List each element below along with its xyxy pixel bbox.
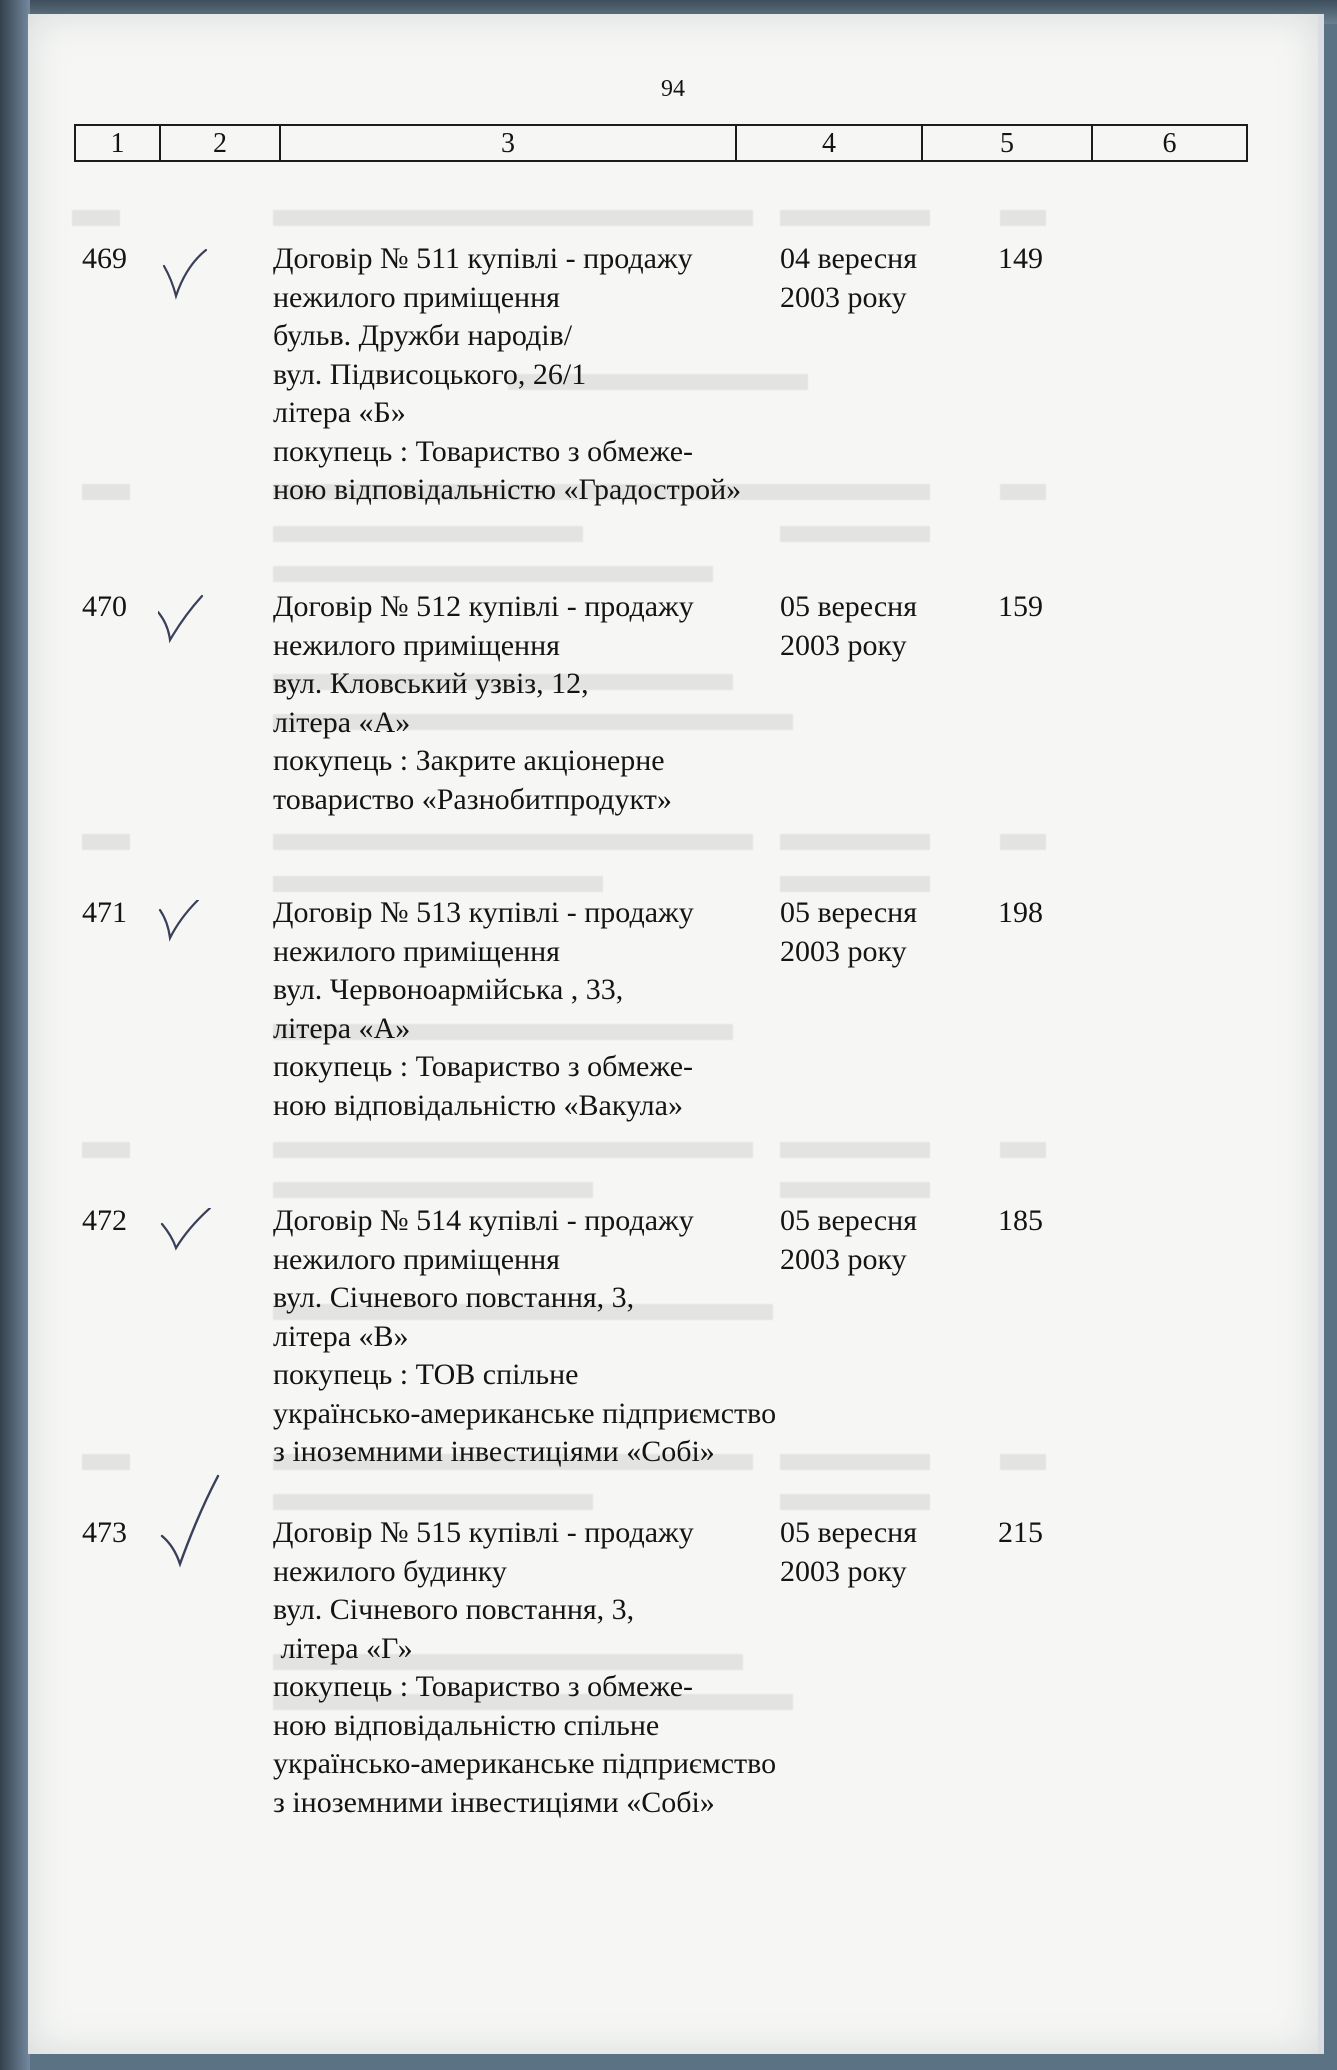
entry-number: 470: [82, 590, 127, 623]
description-line: з іноземними інвестиціями «Собі»: [273, 1785, 715, 1819]
entry-pages: 149: [998, 242, 1043, 275]
page-number: 94: [661, 76, 685, 102]
date-line: 05 вересня: [780, 590, 918, 623]
checkmark-icon: [158, 594, 228, 654]
column-header-3: 3: [281, 126, 737, 160]
entry-number: 471: [82, 896, 127, 929]
description-line: Договір № 512 купівлі - продажу: [273, 590, 694, 623]
date-line: 2003 року: [780, 1554, 907, 1588]
column-header-5: 5: [923, 126, 1093, 160]
column-header-2: 2: [161, 126, 281, 160]
entry-pages: 185: [998, 1204, 1043, 1237]
entry-pages: 215: [998, 1516, 1043, 1549]
description-line: ною відповідальністю спільне: [273, 1708, 660, 1742]
description-line: покупець : ТОВ спільне: [273, 1358, 579, 1391]
description-line: нежилого приміщення: [273, 628, 560, 662]
date-line: 04 вересня: [780, 242, 918, 275]
description-line: вул. Січневого повстання, 3,: [273, 1281, 635, 1314]
entry-date: [780, 894, 917, 971]
entry-description: [273, 1514, 776, 1822]
checkmark-icon: [158, 246, 228, 306]
description-line: вул. Січневого повстання, 3,: [273, 1593, 635, 1626]
date-line: 2003 року: [780, 934, 907, 968]
date-line: 05 вересня: [780, 896, 918, 929]
description-line: Договір № 514 купівлі - продажу: [273, 1204, 694, 1237]
description-line: ною відповідальністю «Вакула»: [273, 1088, 683, 1122]
date-line: 2003 року: [780, 628, 907, 662]
description-line: літера «В»: [273, 1319, 409, 1353]
description-line: літера «А»: [273, 705, 411, 739]
entry-pages: 159: [998, 590, 1043, 623]
description-line: нежилого приміщення: [273, 280, 560, 314]
entry-number: 473: [82, 1516, 127, 1549]
entry-description: [273, 894, 694, 1125]
entry-description: [273, 1202, 776, 1472]
description-line: Договір № 515 купівлі - продажу: [273, 1516, 694, 1549]
description-line: вул. Підвисоцького, 26/1: [273, 357, 587, 391]
description-line: українсько-американське підприємство: [273, 1747, 777, 1780]
description-line: бульв. Дружби народів/: [273, 319, 573, 352]
date-line: 2003 року: [780, 280, 907, 314]
checkmark-icon: [158, 1208, 228, 1268]
description-line: Договір № 513 купівлі - продажу: [273, 896, 694, 929]
column-header-6: 6: [1162, 128, 1177, 159]
description-line: українсько-американське підприємство: [273, 1396, 777, 1430]
entry-date: [780, 1514, 917, 1591]
entry-date: [780, 240, 917, 317]
description-line: літера «А»: [273, 1011, 411, 1045]
checkmark-icon: [158, 1474, 248, 1574]
description-line: покупець : Товариство з обмеже-: [273, 1050, 693, 1083]
entry-number: 472: [82, 1204, 127, 1237]
description-line: вул. Кловський узвіз, 12,: [273, 667, 589, 700]
column-header-1: 1: [76, 126, 161, 160]
document-page: [28, 14, 1324, 2054]
description-line: літера «Б»: [273, 396, 406, 429]
description-line: нежилого будинку: [273, 1554, 507, 1588]
description-line: товариство «Разнобитпродукт»: [273, 782, 672, 816]
date-line: 2003 року: [780, 1242, 907, 1276]
entry-date: [780, 1202, 917, 1279]
description-line: Договір № 511 купівлі - продажу: [273, 242, 693, 275]
description-line: покупець : Закрите акціонерне: [273, 744, 665, 777]
entry-description: [273, 588, 694, 819]
entry-description: [273, 240, 741, 510]
description-line: покупець : Товариство з обмеже-: [273, 1670, 693, 1703]
entry-number: 469: [82, 242, 127, 275]
description-line: ною відповідальністю «Градострой»: [273, 473, 742, 506]
entry-pages: 198: [998, 896, 1043, 929]
description-line: покупець : Товариство з обмеже-: [273, 434, 693, 468]
description-line: з іноземними інвестиціями «Собі»: [273, 1435, 715, 1468]
description-line: нежилого приміщення: [273, 1242, 560, 1276]
description-line: вул. Червоноармійська , 33,: [273, 973, 624, 1006]
column-header-4: 4: [737, 126, 923, 160]
column-header-row: [74, 124, 1248, 162]
date-line: 05 вересня: [780, 1516, 918, 1549]
description-line: нежилого приміщення: [273, 934, 560, 968]
description-line: літера «Г»: [273, 1631, 413, 1665]
desk-edge: [0, 0, 30, 2070]
entry-date: [780, 588, 917, 665]
date-line: 05 вересня: [780, 1204, 918, 1237]
checkmark-icon: [158, 900, 228, 960]
